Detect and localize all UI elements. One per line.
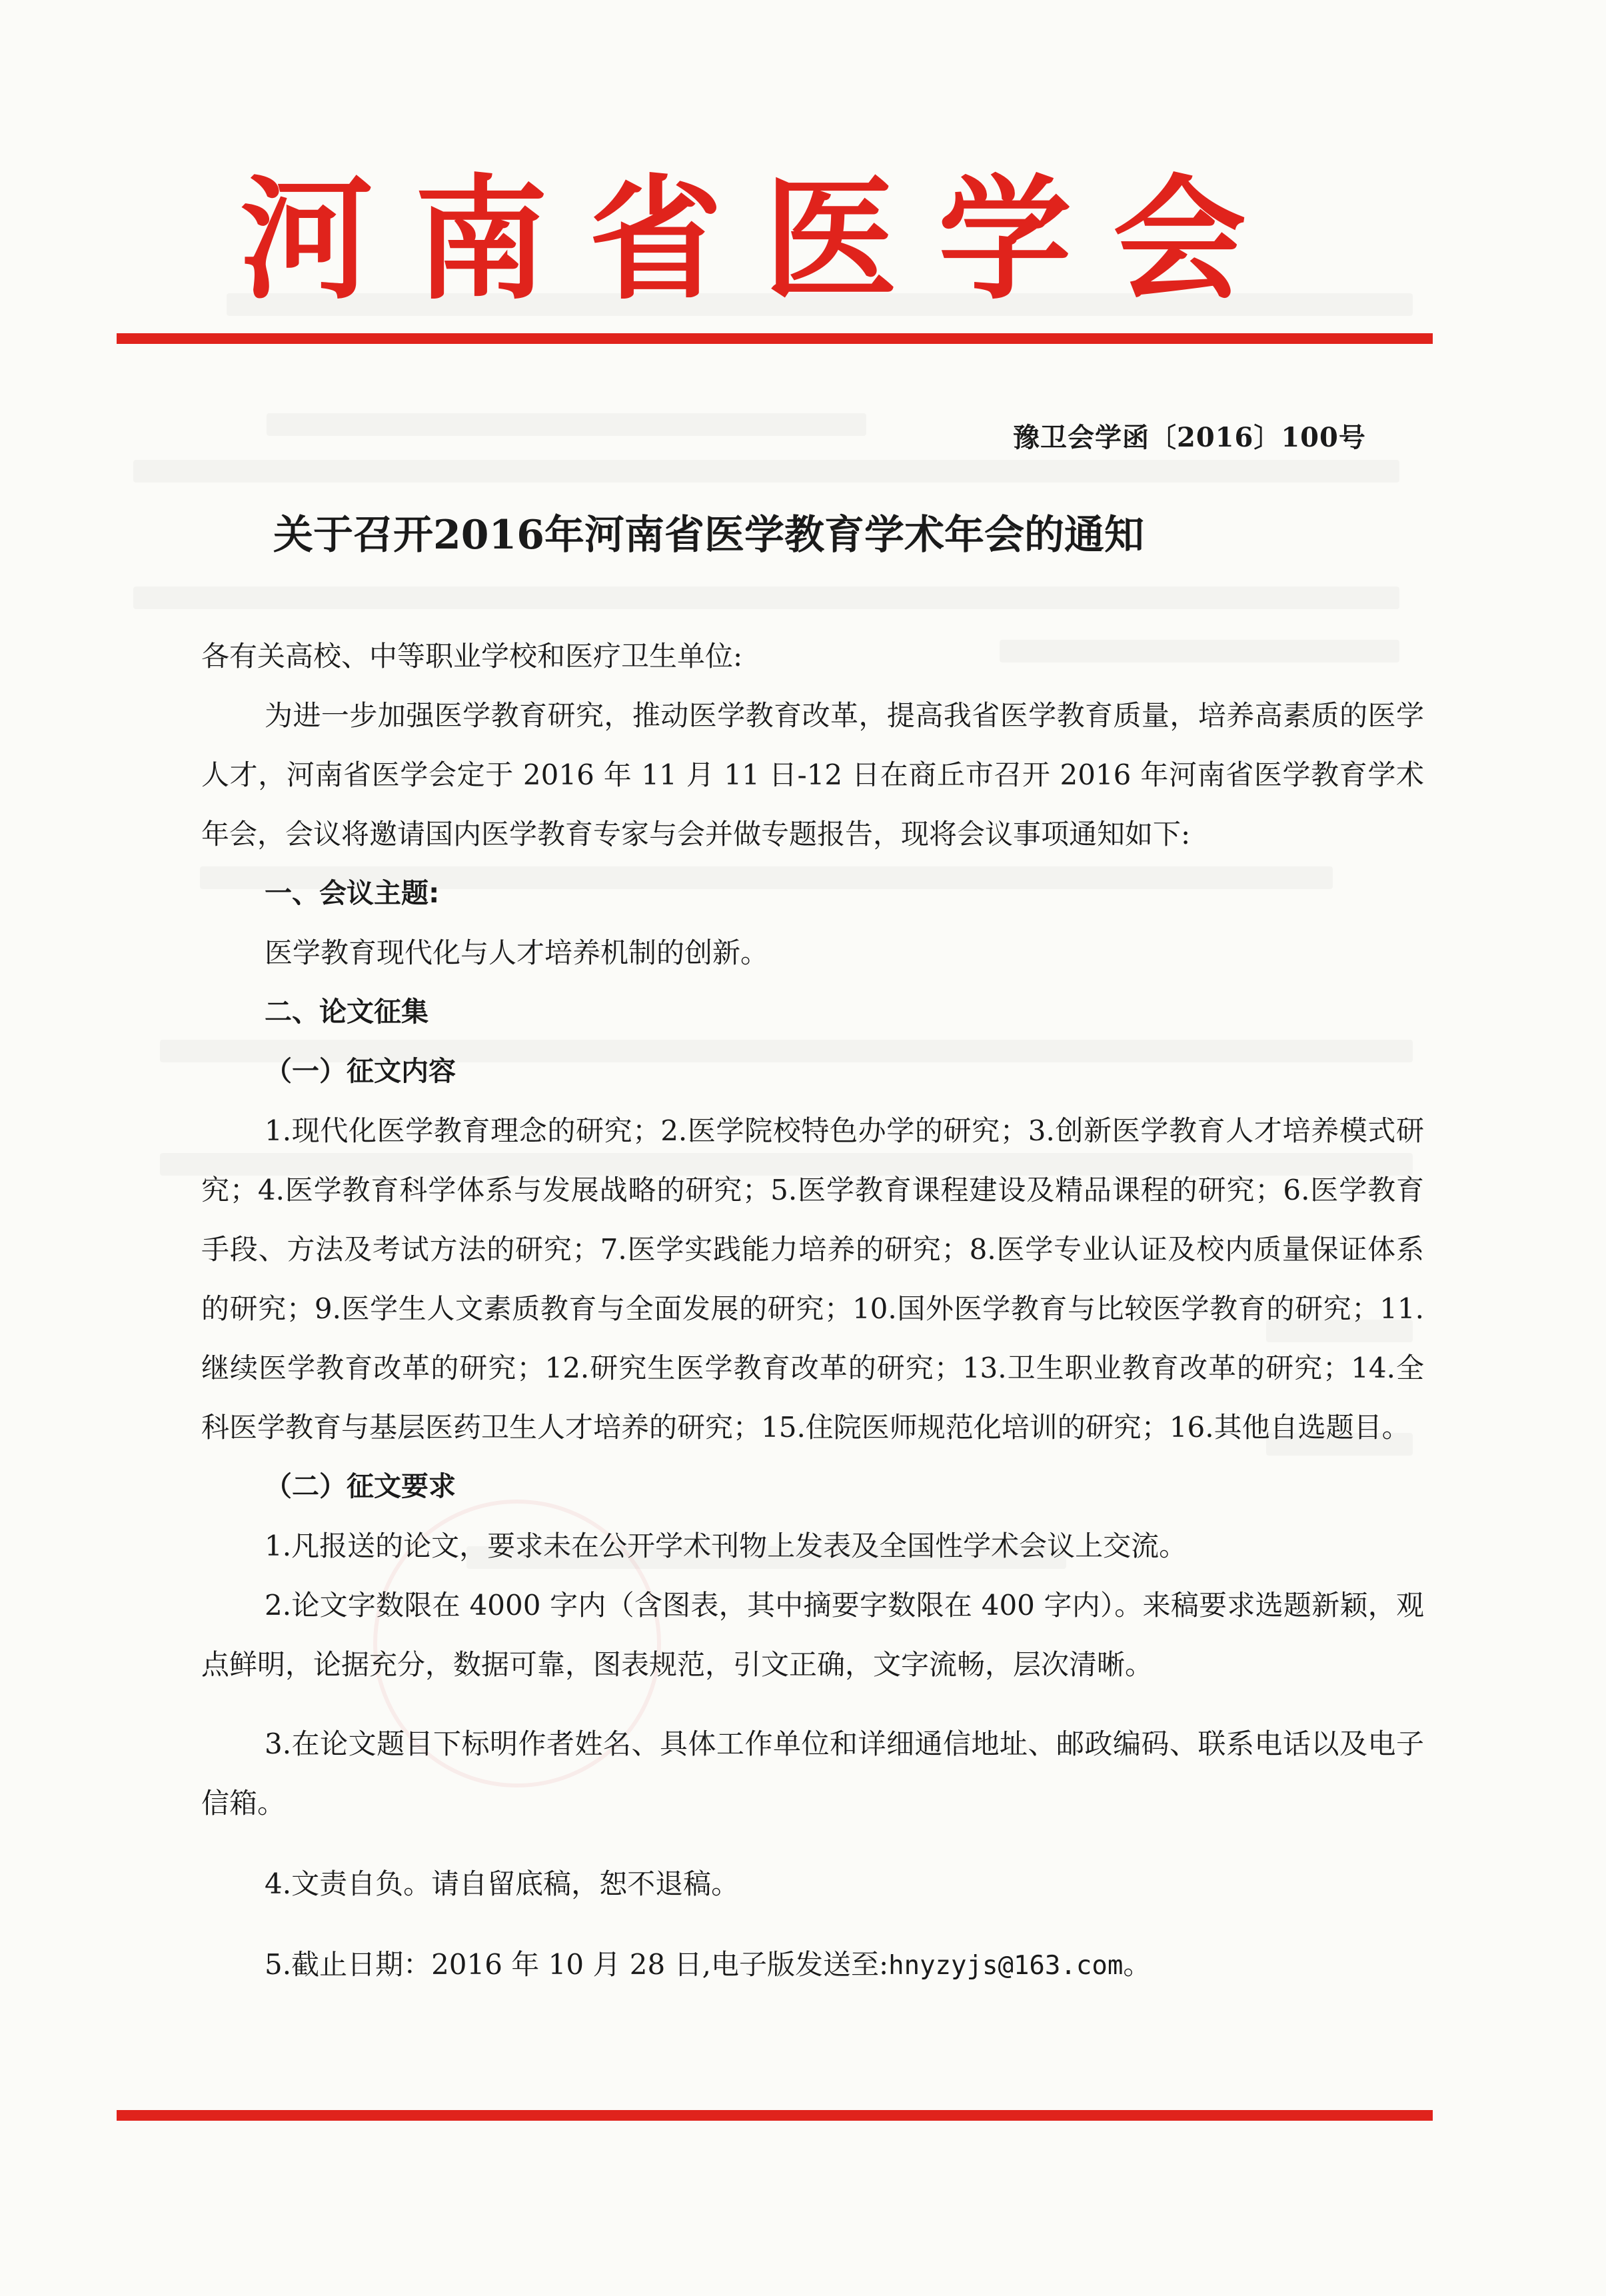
submission-email: hnyzyjs@163.com [888, 1951, 1124, 1981]
letterhead-org-name: 河南省医学会 [240, 161, 1288, 318]
footer-red-rule [117, 2110, 1433, 2121]
document-body [201, 626, 1424, 1995]
deadline-suffix: 。 [1123, 1948, 1152, 1981]
section-2-sub-1-content: 1.现代化医学教育理念的研究；2.医学院校特色办学的研究；3.创新医学教育人才培养模式研究；4.医学教育科学体系与发展战略的研究；5.医学教育课程建设及精品课程的研究；6.医学教育手段、方法及考试方法的研究；7.医学实践能力培养的研究；8.医学专业认证及校内质量保证体系的研究；9.医学生人文素质教育与全面发展的研究；10.国外医学教育与比较医学教育的研究；11.继续医学教育改革的研究；12.研究生医学教育改革的研究；13.卫生职业教育改革的研究；14.全科医学教育与基层医药卫生人才培养的研究；15.住院医师规范化培训的研究；16.其他自选题目。 [201, 1114, 1424, 1444]
section-2-sub-1-heading: （一）征文内容 [265, 1055, 456, 1087]
document-number: 豫卫会学函〔2016〕100号 [1013, 422, 1366, 453]
section-1-content: 医学教育现代化与人才培养机制的创新。 [265, 936, 769, 969]
requirement-item-deadline [201, 1935, 1424, 1995]
section-2-sub-2-heading: （二）征文要求 [265, 1470, 456, 1502]
salutation: 各有关高校、中等职业学校和医疗卫生单位: [201, 640, 743, 672]
requirement-item: 1.凡报送的论文，要求未在公开学术刊物上发表及全国性学术会议上交流。 [265, 1530, 1188, 1562]
requirement-item: 2.论文字数限在 4000 字内（含图表，其中摘要字数限在 400 字内）。来稿要求选题新颖，观点鲜明，论据充分，数据可靠，图表规范，引文正确，文字流畅，层次清晰。 [201, 1589, 1424, 1681]
section-2-heading: 二、论文征集 [265, 996, 428, 1028]
letterhead-red-rule [117, 333, 1433, 344]
deadline-text: 5.截止日期：2016 年 10 月 28 日,电子版发送至: [265, 1948, 889, 1981]
requirement-item: 3.在论文题目下标明作者姓名、具体工作单位和详细通信地址、邮政编码、联系电话以及电子信箱。 [201, 1727, 1424, 1819]
document-title: 关于召开2016年河南省医学教育学术年会的通知 [273, 512, 1144, 559]
section-1-heading: 一、会议主题: [265, 877, 440, 909]
requirement-item: 4.文责自负。请自留底稿，恕不退稿。 [265, 1867, 740, 1900]
intro-paragraph: 为进一步加强医学教育研究，推动医学教育改革，提高我省医学教育质量，培养高素质的医学人才，河南省医学会定于 2016 年 11 月 11 日-12 日在商丘市召开 2016 年河南省医学教育学术年会，会议将邀请国内医学教育专家与会并做专题报告，现将会议事项通知如下: [201, 699, 1424, 850]
